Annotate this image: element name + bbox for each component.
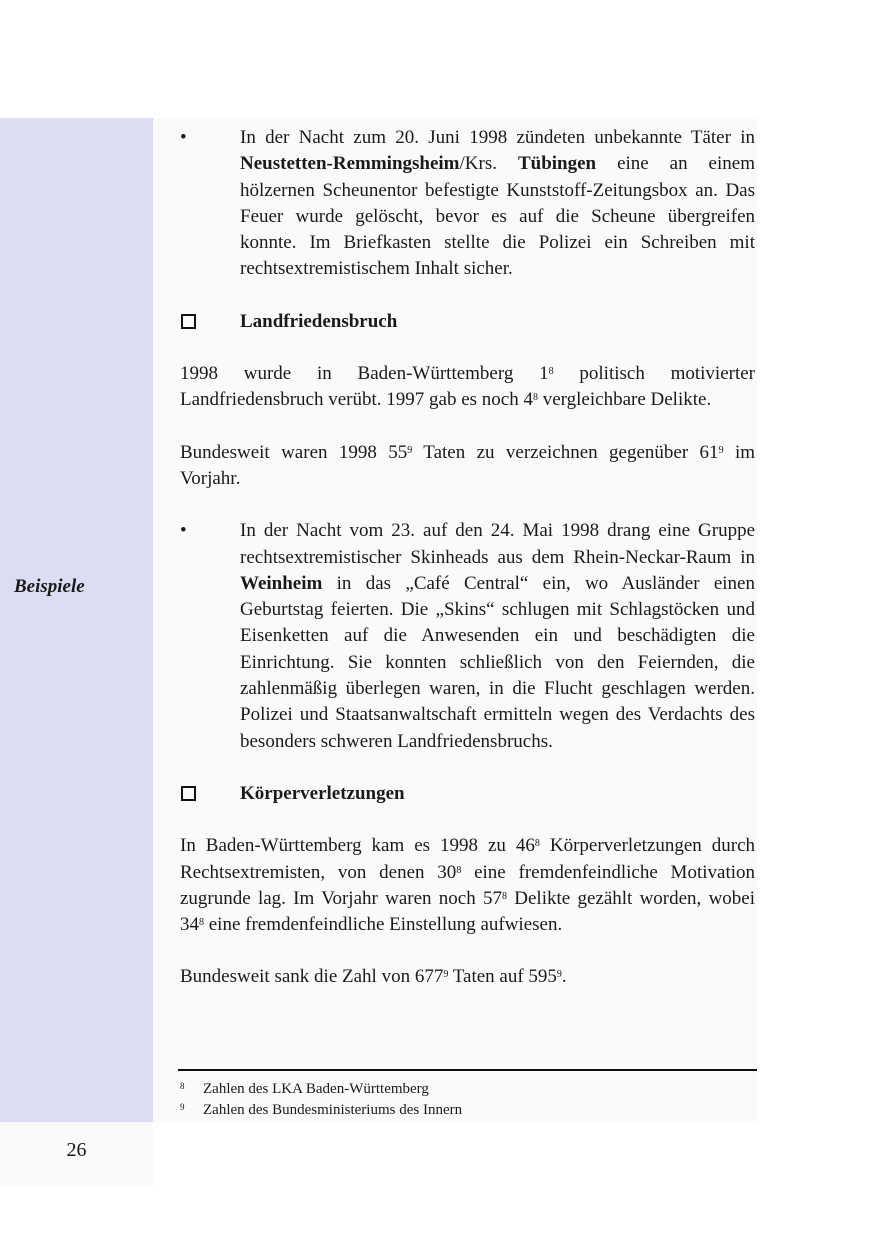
place-name: Tübingen [517,153,597,175]
text: In der Nacht vom 23. auf den 24. Mai 1998 drang eine Gruppe rechtsextremistischer Skinheads aus dem Rhein-Neckar-Raum in [240,520,755,568]
margin-label: Beispiele [14,576,85,597]
footnote-text: Zahlen des LKA Baden-Württemberg [203,1081,429,1097]
footnote-ref: 9 [443,969,449,981]
text: /Krs. [459,153,518,175]
footnote-ref: 8 [534,838,540,850]
page-number: 26 [66,1139,87,1161]
footnote-ref: 8 [502,890,507,902]
margin-sidebar [0,118,153,1122]
paragraph: 1998 wurde in Baden-Württemberg $1^8$ politisch motivierter Landfriedensbruch verübt. 1997 gab es noch $4^8$ vergleichbare Delikte. [180,363,756,411]
bullet-marker: • [180,520,187,542]
heading-text: Körperverletzungen [240,782,405,804]
footnote-ref: 8 [548,366,554,378]
checkbox-square-icon [181,314,196,329]
footnote-ref: 9 [718,444,724,456]
footnote-ref: 8 [199,917,204,929]
text: eine an einem hölzernen Scheunentor befestigte Kunststoff-Zeitungsbox an. Das Feuer wurde gelöscht, bevor es auf die Scheune übergreifen konnte. Im Briefkasten stellte die Polizei ein Schreiben mit rechtsextremistischem Inhalt sicher. [240,153,755,280]
paragraph: In Baden-Württemberg kam es 1998 zu $46^8$ Körperverletzungen durch Rechtsextremisten, von denen $30^8$ eine fremdenfeindliche Motivation zugrunde lag. Im Vorjahr waren noch $57^8$ Delikte gezählt worden, wobei $34^8$ eine fremdenfeindliche Einstellung aufwiesen. [180,835,756,936]
footnote-text: Zahlen des Bundesministeriums des Innern [203,1102,463,1118]
heading-text: Landfriedensbruch [240,310,398,332]
section-heading [180,309,755,335]
text: In der Nacht zum 20. Juni 1998 zündeten unbekannte Täter in [240,127,755,148]
bullet-marker: • [180,127,187,148]
footnote-number: 8 [180,1081,185,1091]
footnote [180,1079,755,1100]
bullet-item [180,125,755,283]
section-heading [180,781,755,807]
page-content [180,125,755,991]
footnote-ref: 8 [456,864,462,876]
place-name: Weinheim [240,572,323,594]
checkbox-square-icon [181,786,196,801]
bullet-item [180,518,755,755]
footnote-number: 9 [180,1102,185,1112]
paragraph: Bundesweit waren 1998 $55^9$ Taten zu verzeichnen gegenüber $61^9$ im Vorjahr. [180,441,755,489]
footnote-ref: 8 [532,392,538,404]
paragraph: Bundesweit sank die Zahl von $677^9$ Taten auf $595^9$. [180,966,567,988]
place-name: Neustetten-Remmingsheim [240,153,460,175]
footnote-ref: 9 [407,444,413,456]
footnote-rule [178,1069,757,1071]
footnote-ref: 9 [556,969,562,981]
footnote [180,1100,755,1121]
text: in das „Café Central“ ein, wo Ausländer einen Geburtstag feierten. Die „Skins“ schlugen mit Schlagstöcken und Eisenketten auf die Anwesenden ein und beschädigten die Einrichtung. Sie konnten schließlich von den Feiernden, die zahlenmäßig überlegen waren, in die Flucht geschlagen werden. Polizei und Staatsanwaltschaft ermitteln wegen des Verdachts des besonders schweren Landfriedensbruchs. [240,572,755,752]
footnotes [180,1079,755,1121]
